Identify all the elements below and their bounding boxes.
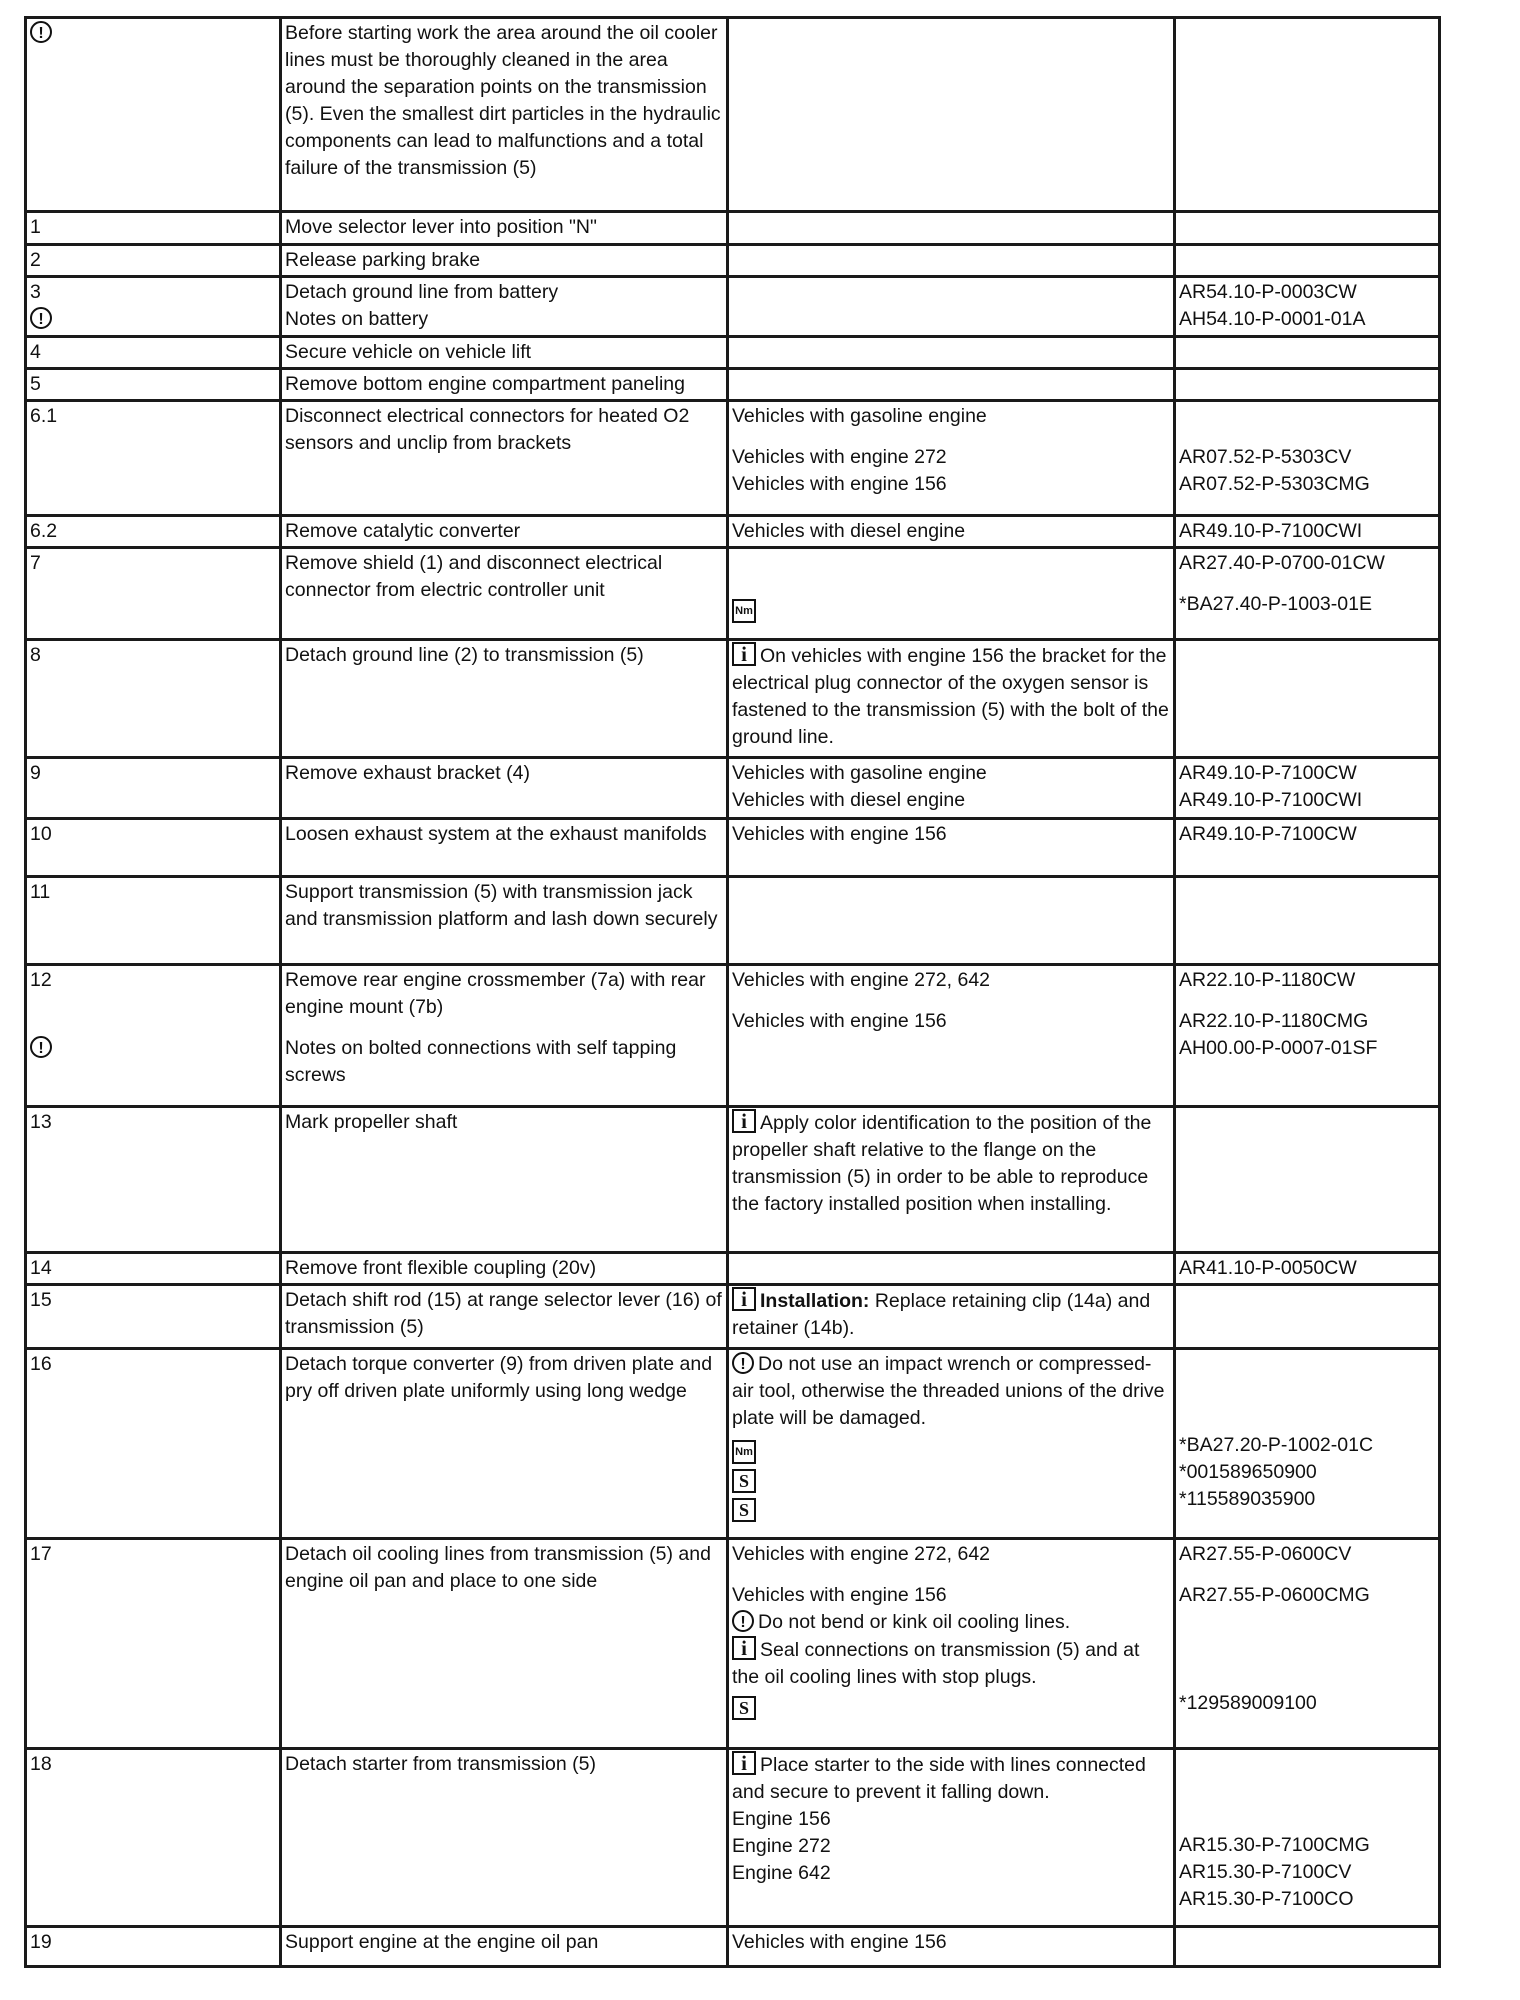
warning-note: !Do not use an impact wrench or compressed-air tool, otherwise the threaded unions of the drive plate will be damaged.	[732, 1351, 1170, 1432]
warning-note: !Do not bend or kink oil cooling lines.	[732, 1609, 1170, 1636]
ref-cell	[1175, 758, 1440, 819]
step-cell	[26, 212, 281, 245]
condition-text: Vehicles with gasoline engine	[732, 762, 987, 784]
step-number: 14	[30, 1257, 52, 1279]
warning-icon	[30, 1036, 52, 1058]
reference-code: AR49.10-P-7100CW	[1179, 823, 1357, 845]
note-cell	[728, 640, 1175, 758]
table-row	[26, 965, 1440, 1107]
action-text: Secure vehicle on vehicle lift	[285, 341, 532, 363]
reference-code: AH00.00-P-0007-01SF	[1179, 1037, 1378, 1059]
special-tool-icon: S	[732, 1469, 756, 1493]
action-cell	[281, 1285, 728, 1349]
note-cell	[728, 369, 1175, 401]
note-cell	[728, 337, 1175, 369]
condition-text: Vehicles with engine 156	[732, 1010, 947, 1032]
step-cell	[26, 758, 281, 819]
action-text: Support transmission (5) with transmission jack and transmission platform and lash down securely	[285, 881, 718, 930]
warning-icon	[30, 307, 52, 329]
condition-text: Vehicles with engine 156	[732, 823, 947, 845]
step-number: 13	[30, 1111, 52, 1133]
info-icon	[732, 1109, 756, 1133]
step-number: 6.1	[30, 405, 58, 427]
action-text: Remove catalytic converter	[285, 520, 521, 542]
step-cell	[26, 277, 281, 337]
note-cell	[728, 401, 1175, 516]
note-cell	[728, 245, 1175, 277]
action-text: Detach oil cooling lines from transmission (5) and engine oil pan and place to one side	[285, 1543, 711, 1592]
step-number: 2	[30, 249, 41, 271]
ref-cell	[1175, 18, 1440, 212]
special-tool-icon: S	[732, 1498, 756, 1522]
step-cell	[26, 640, 281, 758]
step-cell	[26, 516, 281, 548]
note-cell	[728, 1107, 1175, 1253]
action-cell	[281, 1749, 728, 1927]
ref-cell	[1175, 548, 1440, 640]
step-cell	[26, 1349, 281, 1539]
note-cell	[728, 212, 1175, 245]
action-text: Detach ground line from battery	[285, 281, 559, 303]
icon-line	[732, 1691, 1170, 1720]
condition-text: Vehicles with engine 156	[732, 1584, 947, 1606]
reference-code: AR22.10-P-1180CMG	[1179, 1010, 1369, 1032]
step-number: 11	[30, 881, 51, 903]
reference-code: *BA27.40-P-1003-01E	[1179, 593, 1372, 615]
step-number: 3	[30, 281, 41, 303]
action-text: Detach ground line (2) to transmission (5)	[285, 644, 644, 666]
action-cell	[281, 758, 728, 819]
step-cell	[26, 1107, 281, 1253]
action-cell	[281, 401, 728, 516]
ref-cell	[1175, 1749, 1440, 1927]
action-text: Detach starter from transmission (5)	[285, 1753, 597, 1775]
condition-text: Vehicles with engine 272, 642	[732, 969, 991, 991]
table-row	[26, 1107, 1440, 1253]
note-cell	[728, 1285, 1175, 1349]
action-cell	[281, 245, 728, 277]
ref-cell	[1175, 1349, 1440, 1539]
icon-line	[732, 1432, 1170, 1464]
note-cell	[728, 277, 1175, 337]
action-text: Move selector lever into position "N"	[285, 216, 597, 238]
step-number: 6.2	[30, 520, 58, 542]
step-cell	[26, 1749, 281, 1927]
step-cell	[26, 18, 281, 212]
note-cell	[728, 18, 1175, 212]
ref-cell	[1175, 965, 1440, 1107]
step-cell	[26, 1253, 281, 1285]
condition-text: Vehicles with gasoline engine	[732, 405, 987, 427]
ref-cell	[1175, 401, 1440, 516]
action-cell	[281, 548, 728, 640]
step-cell	[26, 1927, 281, 1967]
ref-cell	[1175, 337, 1440, 369]
action-text: Remove rear engine crossmember (7a) with rear engine mount (7b)	[285, 969, 706, 1018]
ref-cell	[1175, 277, 1440, 337]
table-row	[26, 245, 1440, 277]
info-note: i Apply color identification to the position of the propeller shaft relative to the flange on the transmission (5) in order to be able to reproduce the factory installed position when installing.	[732, 1109, 1170, 1218]
action-cell	[281, 640, 728, 758]
action-text: Remove shield (1) and disconnect electrical connector from electric controller unit	[285, 552, 663, 601]
step-cell	[26, 819, 281, 877]
table-row	[26, 516, 1440, 548]
table-row	[26, 1927, 1440, 1967]
step-number: 9	[30, 762, 41, 784]
step-number: 16	[30, 1353, 52, 1375]
warning-icon	[30, 21, 52, 43]
info-note: iInstallation: Replace retaining clip (14a) and retainer (14b).	[732, 1287, 1170, 1342]
note-cell	[728, 1927, 1175, 1967]
ref-cell	[1175, 1107, 1440, 1253]
action-cell	[281, 516, 728, 548]
note-cell	[728, 548, 1175, 640]
reference-code: *115589035900	[1179, 1488, 1316, 1510]
step-number: 1	[30, 216, 41, 238]
condition-text: Vehicles with engine 272, 642	[732, 1543, 991, 1565]
reference-code: AR22.10-P-1180CW	[1179, 969, 1356, 991]
info-icon	[732, 642, 756, 666]
action-text: Disconnect electrical connectors for heated O2 sensors and unclip from brackets	[285, 405, 690, 454]
table-row	[26, 1253, 1440, 1285]
action-cell	[281, 1927, 728, 1967]
torque-icon: Nm	[732, 599, 756, 623]
action-text: Release parking brake	[285, 249, 481, 271]
condition-text: Engine 272	[732, 1835, 831, 1857]
step-number: 10	[30, 823, 52, 845]
action-note: Notes on bolted connections with self tapping screws	[285, 1037, 677, 1086]
info-icon	[732, 1287, 756, 1311]
table-row	[26, 819, 1440, 877]
action-cell	[281, 18, 728, 212]
step-number: 7	[30, 552, 41, 574]
table-row	[26, 877, 1440, 965]
note-cell	[728, 877, 1175, 965]
action-text: Support engine at the engine oil pan	[285, 1931, 599, 1953]
ref-cell	[1175, 1539, 1440, 1749]
action-cell	[281, 337, 728, 369]
table-row	[26, 212, 1440, 245]
step-cell	[26, 245, 281, 277]
info-note: i Place starter to the side with lines connected and secure to prevent it falling down.	[732, 1751, 1170, 1806]
reference-code: AR15.30-P-7100CO	[1179, 1888, 1354, 1910]
reference-code: AR07.52-P-5303CMG	[1179, 473, 1370, 495]
action-text: Before starting work the area around the oil cooler lines must be thoroughly cleaned in the area around the separation points on the transmission (5). Even the smallest dirt particles in the hydraulic components can lead to malfunctions and a total failure of the transmission (5)	[285, 22, 721, 179]
table-row	[26, 401, 1440, 516]
ref-cell	[1175, 640, 1440, 758]
step-cell	[26, 1285, 281, 1349]
step-cell	[26, 1539, 281, 1749]
step-number: 5	[30, 373, 41, 395]
reference-code: AR15.30-P-7100CMG	[1179, 1834, 1370, 1856]
reference-code: *001589650900	[1179, 1461, 1317, 1483]
condition-text: Vehicles with engine 156	[732, 1931, 947, 1953]
ref-cell	[1175, 369, 1440, 401]
info-note: i On vehicles with engine 156 the bracket for the electrical plug connector of the oxygen sensor is fastened to the transmission (5) with the bolt of the ground line.	[732, 642, 1170, 751]
note-cell	[728, 819, 1175, 877]
step-number: 8	[30, 644, 41, 666]
note-cell	[728, 1539, 1175, 1749]
info-icon	[732, 1751, 756, 1775]
step-cell	[26, 401, 281, 516]
reference-code: AR49.10-P-7100CWI	[1179, 789, 1363, 811]
reference-code: AR41.10-P-0050CW	[1179, 1257, 1357, 1279]
step-number: 15	[30, 1289, 52, 1311]
torque-icon: Nm	[732, 1440, 756, 1464]
reference-code: AR49.10-P-7100CWI	[1179, 520, 1363, 542]
action-cell	[281, 1539, 728, 1749]
table-row	[26, 1539, 1440, 1749]
action-cell	[281, 819, 728, 877]
step-number: 4	[30, 341, 41, 363]
note-cell	[728, 1349, 1175, 1539]
note-cell	[728, 965, 1175, 1107]
reference-code: AR07.52-P-5303CV	[1179, 446, 1352, 468]
condition-text: Vehicles with diesel engine	[732, 789, 966, 811]
info-icon	[732, 1636, 756, 1660]
table-row	[26, 277, 1440, 337]
step-cell	[26, 548, 281, 640]
table-row	[26, 640, 1440, 758]
table-row	[26, 1349, 1440, 1539]
reference-code: *129589009100	[1179, 1692, 1317, 1714]
action-note: Notes on battery	[285, 308, 429, 330]
note-cell	[728, 1253, 1175, 1285]
ref-cell	[1175, 819, 1440, 877]
condition-text: Engine 642	[732, 1862, 831, 1884]
step-cell	[26, 337, 281, 369]
action-text: Detach shift rod (15) at range selector lever (16) of transmission (5)	[285, 1289, 722, 1338]
ref-cell	[1175, 212, 1440, 245]
action-text: Remove exhaust bracket (4)	[285, 762, 530, 784]
ref-cell	[1175, 245, 1440, 277]
special-tool-icon: S	[732, 1696, 756, 1720]
procedure-table	[24, 16, 1441, 1968]
ref-cell	[1175, 877, 1440, 965]
action-text: Loosen exhaust system at the exhaust manifolds	[285, 823, 707, 845]
reference-code: AR27.55-P-0600CV	[1179, 1543, 1352, 1565]
step-number: 18	[30, 1753, 52, 1775]
action-text: Detach torque converter (9) from driven plate and pry off driven plate uniformly using long wedge	[285, 1353, 713, 1402]
icon-line	[732, 1464, 1170, 1493]
ref-cell	[1175, 516, 1440, 548]
table-row	[26, 1749, 1440, 1927]
action-cell	[281, 965, 728, 1107]
ref-cell	[1175, 1927, 1440, 1967]
reference-code: AH54.10-P-0001-01A	[1179, 308, 1366, 330]
condition-text: Vehicles with diesel engine	[732, 520, 966, 542]
icon-line	[732, 1493, 1170, 1522]
table-row	[26, 548, 1440, 640]
action-text: Remove front flexible coupling (20v)	[285, 1257, 597, 1279]
table-row	[26, 758, 1440, 819]
step-cell	[26, 877, 281, 965]
note-cell	[728, 1749, 1175, 1927]
note-cell	[728, 758, 1175, 819]
reference-code: AR49.10-P-7100CW	[1179, 762, 1357, 784]
warning-icon	[732, 1610, 754, 1632]
reference-code: AR15.30-P-7100CV	[1179, 1861, 1352, 1883]
action-cell	[281, 1253, 728, 1285]
reference-code: AR27.40-P-0700-01CW	[1179, 552, 1385, 574]
info-note: iSeal connections on transmission (5) and at the oil cooling lines with stop plugs.	[732, 1636, 1170, 1691]
action-text: Remove bottom engine compartment paneling	[285, 373, 685, 395]
ref-cell	[1175, 1253, 1440, 1285]
table-row	[26, 1285, 1440, 1349]
action-cell	[281, 1349, 728, 1539]
step-number: 17	[30, 1543, 52, 1565]
action-cell	[281, 877, 728, 965]
action-cell	[281, 277, 728, 337]
action-cell	[281, 369, 728, 401]
table-row	[26, 18, 1440, 212]
step-number: 12	[30, 969, 52, 991]
step-cell	[26, 369, 281, 401]
table-row	[26, 369, 1440, 401]
action-text: Mark propeller shaft	[285, 1111, 458, 1133]
table-row	[26, 337, 1440, 369]
condition-text: Engine 156	[732, 1808, 831, 1830]
note-cell	[728, 516, 1175, 548]
warning-icon	[732, 1352, 754, 1374]
condition-text: Vehicles with engine 156	[732, 473, 947, 495]
step-cell	[26, 965, 281, 1107]
step-number: 19	[30, 1931, 52, 1953]
reference-code: AR54.10-P-0003CW	[1179, 281, 1357, 303]
action-cell	[281, 1107, 728, 1253]
action-cell	[281, 212, 728, 245]
condition-text: Vehicles with engine 272	[732, 446, 947, 468]
reference-code: *BA27.20-P-1002-01C	[1179, 1434, 1374, 1456]
ref-cell	[1175, 1285, 1440, 1349]
reference-code: AR27.55-P-0600CMG	[1179, 1584, 1370, 1606]
